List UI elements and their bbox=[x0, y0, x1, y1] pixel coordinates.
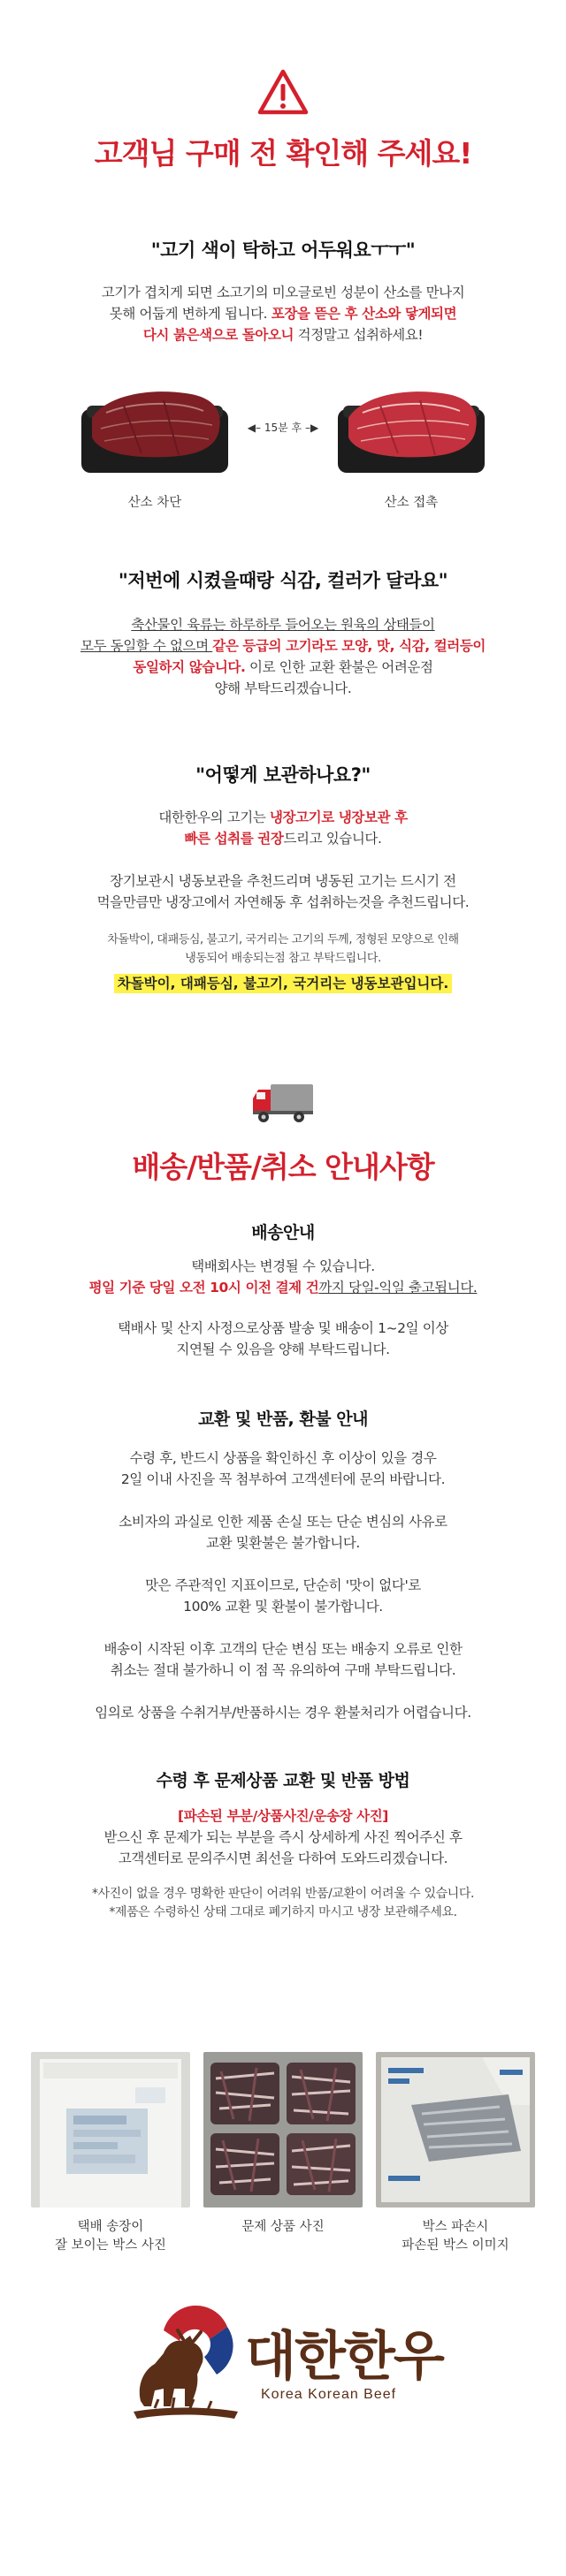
red-meat-image bbox=[336, 383, 486, 478]
shipping-line-2a: 평일 기준 당일 오전 10시 이전 결제 건 bbox=[88, 1280, 319, 1296]
exchange-paragraph-1 bbox=[0, 1448, 566, 1490]
shipping-paragraph-2 bbox=[0, 1318, 566, 1360]
color-line-1: 고기가 겹치게 되면 소고기의 미오글로빈 성분이 산소를 만나지 bbox=[101, 285, 465, 300]
meat-comparison bbox=[80, 383, 486, 515]
texture-line-1: 축산물인 육류는 하루하루 들어오는 원육의 상태들이 bbox=[131, 617, 435, 633]
storage-paragraph-1 bbox=[0, 807, 566, 849]
texture-line-3a: 동일하지 않습니다. bbox=[133, 659, 246, 675]
storage-question: "어떻게 보관하나요?" bbox=[195, 764, 371, 786]
time-arrow bbox=[234, 420, 332, 435]
color-line-2b: 포장을 뜯은 후 산소와 닿게되면 bbox=[271, 306, 457, 322]
shipping-line-4: 지연될 수 있음을 양해 부탁드립니다. bbox=[176, 1341, 390, 1357]
photo-caption-3 bbox=[376, 2218, 535, 2255]
exchange-p2-2: 교환 및환불은 불가합니다. bbox=[206, 1535, 360, 1551]
exchange-p3-2: 100% 교환 및 환불이 불가합니다. bbox=[183, 1599, 383, 1615]
color-paragraph bbox=[0, 282, 566, 346]
color-line-3b: 걱정말고 섭취하세요! bbox=[294, 327, 424, 343]
hanwoo-bull-logo-icon bbox=[128, 2295, 243, 2428]
warning-icon bbox=[257, 69, 309, 115]
photo-caption-3-line-2: 파손된 박스 이미지 bbox=[402, 2238, 509, 2253]
example-photos bbox=[31, 2052, 535, 2253]
photo-caption-1 bbox=[31, 2218, 190, 2255]
problem-title: 수령 후 문제상품 교환 및 반품 방법 bbox=[156, 1771, 410, 1790]
brand-name: 대한한우 bbox=[245, 2326, 443, 2388]
exchange-p1-2: 2일 이내 사진을 꼭 첨부하여 고객센터에 문의 바랍니다. bbox=[120, 1471, 446, 1487]
texture-line-2a: 모두 동일할 수 없으며 bbox=[80, 638, 213, 654]
problem-product-photo bbox=[203, 2052, 363, 2207]
damaged-box-photo bbox=[376, 2052, 535, 2207]
storage-highlight-row bbox=[0, 973, 566, 992]
storage-line-3: 장기보관시 냉동보관을 추천드리며 냉동된 고기는 드시기 전 bbox=[110, 873, 456, 889]
problem-line-1: 받으신 후 문제가 되는 부분을 즉시 상세하게 사진 찍어주신 후 bbox=[103, 1829, 463, 1845]
caption-oxygen-blocked: 산소 차단 bbox=[127, 496, 182, 510]
problem-note-2: *제품은 수령하신 상태 그대로 폐기하지 마시고 냉장 보관해주세요. bbox=[109, 1905, 457, 1919]
exchange-p5: 임의로 상품을 수취거부/반품하시는 경우 환불처리가 어렵습니다. bbox=[95, 1705, 471, 1721]
brand-logo bbox=[128, 2295, 447, 2428]
texture-question: "저번에 시켰을때랑 식감, 컬러가 달라요" bbox=[118, 570, 448, 591]
texture-line-3b: 이로 인한 교환 환불은 어려운점 bbox=[245, 659, 433, 675]
exchange-p4-1: 배송이 시작된 이후 고객의 단순 변심 또는 배송지 오류로 인한 bbox=[103, 1641, 463, 1657]
photo-caption-3-line-1: 박스 파손시 bbox=[422, 2220, 489, 2234]
color-line-2a: 못해 어둡게 변하게 됩니다. bbox=[109, 306, 272, 322]
box-label-photo bbox=[31, 2052, 190, 2207]
storage-paragraph-2 bbox=[0, 870, 566, 913]
caption-oxygen-contact: 산소 접촉 bbox=[384, 496, 439, 510]
exchange-paragraph-3 bbox=[0, 1575, 566, 1617]
texture-paragraph bbox=[0, 614, 566, 699]
texture-line-2b: 같은 등급의 고기라도 모양, 맛, 식감, 컬러등이 bbox=[212, 638, 486, 654]
brand-tagline: Korea Korean Beef bbox=[261, 2387, 397, 2402]
exchange-paragraph-5 bbox=[0, 1702, 566, 1723]
storage-line-1b: 냉장고기로 냉장보관 후 bbox=[269, 809, 408, 825]
color-question: "고기 색이 탁하고 어두워요ㅜㅜ" bbox=[150, 239, 416, 261]
photo-caption-2-line-1: 문제 상품 사진 bbox=[241, 2220, 325, 2234]
shipping-line-1: 택배회사는 변경될 수 있습니다. bbox=[191, 1258, 375, 1274]
notice-title: 고객님 구매 전 확인해 주세요! bbox=[94, 136, 472, 171]
shipping-info-title: 배송안내 bbox=[251, 1223, 315, 1242]
photo-caption-1-line-1: 택배 송장이 bbox=[77, 2220, 144, 2234]
problem-paragraph bbox=[0, 1805, 566, 1869]
arrow-right-icon: –▶ bbox=[304, 422, 319, 434]
storage-note bbox=[0, 931, 566, 968]
exchange-title: 교환 및 반품, 환불 안내 bbox=[198, 1410, 368, 1429]
exchange-p2-1: 소비자의 과실로 인한 제품 손실 또는 단순 변심의 사유로 bbox=[119, 1514, 447, 1530]
photo-caption-2 bbox=[203, 2218, 363, 2237]
exchange-p1-1: 수령 후, 반드시 상품을 확인하신 후 이상이 있을 경우 bbox=[129, 1450, 437, 1466]
exchange-p4-2: 취소는 절대 불가하니 이 점 꼭 유의하여 구매 부탁드립니다. bbox=[110, 1662, 456, 1678]
storage-small-2: 냉동되어 배송되는점 참고 부탁드립니다. bbox=[185, 952, 381, 965]
texture-line-4: 양해 부탁드리겠습니다. bbox=[214, 680, 352, 696]
storage-small-1: 차돌박이, 대패등심, 불고기, 국거리는 고기의 두께, 정형된 모양으로 인해 bbox=[107, 933, 459, 946]
shipping-paragraph-1 bbox=[0, 1256, 566, 1298]
problem-red-line: [파손된 부분/상품사진/운송장 사진] bbox=[178, 1808, 388, 1824]
photo-caption-1-line-2: 잘 보이는 박스 사진 bbox=[55, 2238, 166, 2253]
exchange-p3-1: 맛은 주관적인 지표이므로, 단순히 '맛이 없다'로 bbox=[145, 1577, 421, 1593]
exchange-paragraph-4 bbox=[0, 1638, 566, 1681]
color-line-3a: 다시 붉은색으로 돌아오니 bbox=[142, 327, 294, 343]
exchange-paragraph-2 bbox=[0, 1511, 566, 1554]
arrow-left-icon: ◀– bbox=[247, 422, 262, 434]
storage-line-4: 먹을만큼만 냉장고에서 자연해동 후 섭취하는것을 추천드립니다. bbox=[96, 894, 470, 910]
problem-line-2: 고객센터로 문의주시면 최선을 다하여 도와드리겠습니다. bbox=[118, 1850, 448, 1866]
truck-icon bbox=[251, 1081, 315, 1125]
frozen-highlight: 차돌박이, 대패등심, 불고기, 국거리는 냉동보관입니다. bbox=[114, 974, 453, 993]
storage-line-2a: 빠른 섭취를 권장 bbox=[184, 831, 284, 847]
problem-notes bbox=[0, 1885, 566, 1922]
shipping-line-3: 택배사 및 산지 사정으로상품 발송 및 배송이 1~2일 이상 bbox=[118, 1320, 448, 1336]
shipping-line-2b: 까지 당일-익일 출고됩니다. bbox=[318, 1280, 478, 1296]
problem-note-1: *사진이 없을 경우 명확한 판단이 어려워 반품/교환이 어려울 수 있습니다. bbox=[91, 1887, 474, 1901]
storage-line-1a: 대한한우의 고기는 bbox=[158, 809, 270, 825]
dark-meat-image bbox=[80, 383, 230, 478]
arrow-label: 15분 후 bbox=[264, 422, 302, 434]
storage-line-2b: 드리고 있습니다. bbox=[283, 831, 382, 847]
shipping-title: 배송/반품/취소 안내사항 bbox=[132, 1150, 434, 1184]
